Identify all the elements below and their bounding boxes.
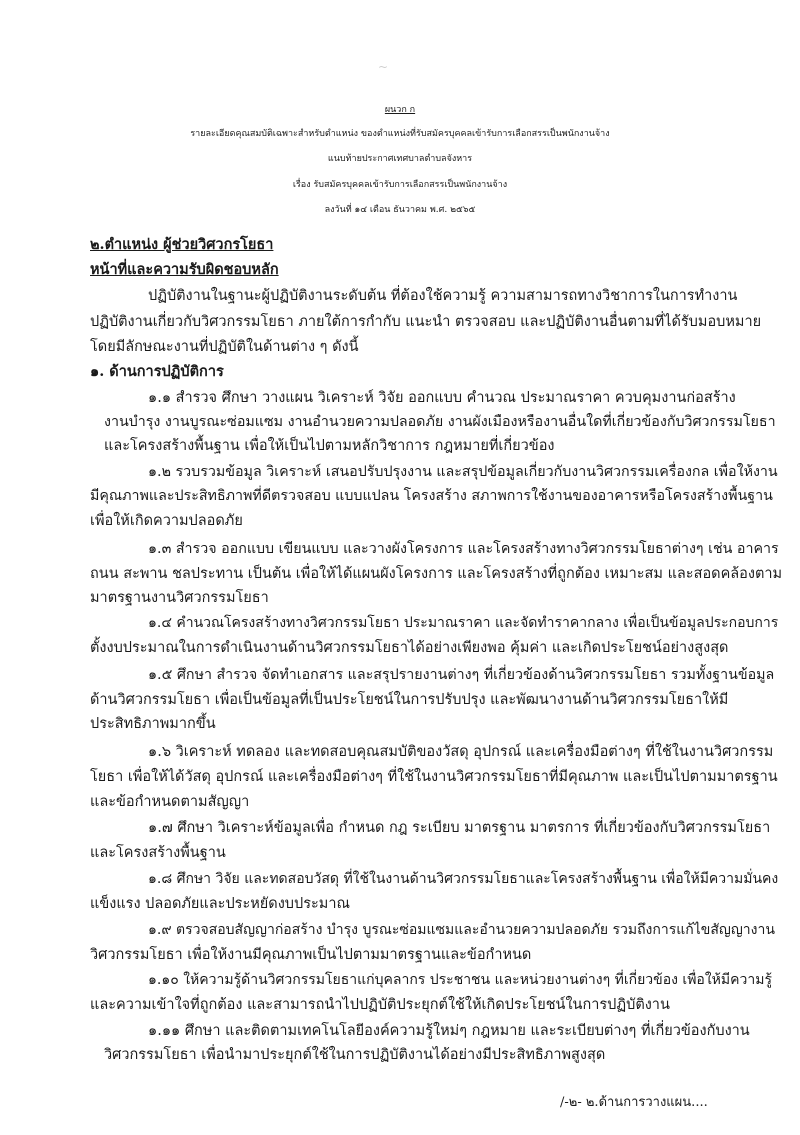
item-1-4-line-2: ตั้งงบประมาณในการดำเนินงานด้านวิศวกรรมโยธาได้อย่างเพียงพอ คุ้มค่า และเกิดประโยชน์อย่างสูงสุด [90, 640, 729, 656]
intro-line-2: ปฏิบัติงานเกี่ยวกับวิศวกรรมโยธา ภายใต้การกำกับ แนะนำ ตรวจสอบ และปฏิบัติงานอื่นตามที่ได้รับมอบหมาย [90, 314, 762, 330]
item-1-1-line-1: ๑.๑ สำรวจ ศึกษา วางแผน วิเคราะห์ วิจัย ออกแบบ คำนวณ ประมาณราคา ควบคุมงานก่อสร้าง [148, 390, 736, 406]
header-date: ลงวันที่ ๑๔ เดือน ธันวาคม พ.ศ. ๒๕๖๕ [324, 205, 476, 215]
item-1-5-line-3: ประสิทธิภาพมากขึ้น [90, 716, 216, 732]
item-1-6-line-3: และข้อกำหนดตามสัญญา [90, 794, 250, 810]
item-1-10-line-2: และความเข้าใจที่ถูกต้อง และสามารถนำไปปฏิบัติประยุกต์ใช้ให้เกิดประโยชน์ในการปฏิบัติงาน [90, 997, 670, 1013]
item-1-11-line-2: วิศวกรรมโยธา เพื่อนำมาประยุกต์ใช้ในการปฏิบัติงานได้อย่างมีประสิทธิภาพสูงสุด [104, 1047, 606, 1063]
item-1-2-line-3: เพื่อให้เกิดความปลอดภัย [90, 513, 243, 529]
item-1-9-line-1: ๑.๙ ตรวจสอบสัญญาก่อสร้าง บำรุง บูรณะซ่อมแซมและอำนวยความปลอดภัย รวมถึงการแก้ไขสัญญางาน [148, 922, 775, 938]
item-1-1-line-2: งานบำรุง งานบูรณะซ่อมแซม งานอำนวยความปลอดภัย งานผังเมืองหรืองานอื่นใดที่เกี่ยวข้องกับวิศวกรรมโยธา [104, 414, 776, 430]
item-1-3-line-2: ถนน สะพาน ชลประทาน เป็นต้น เพื่อให้ได้แผนผังโครงการ และโครงสร้างที่ถูกต้อง เหมาะสม และสอดคล้องตาม [90, 566, 783, 582]
header-line-2: แนบท้ายประกาศเทศบาลตำบลจังหาร [327, 154, 473, 164]
intro-line-1: ปฏิบัติงานในฐานะผู้ปฏิบัติงานระดับต้น ที่ต้องใช้ความรู้ ความสามารถทางวิชาการในการทำงาน [148, 288, 738, 304]
item-1-3-line-1: ๑.๓ สำรวจ ออกแบบ เขียนแบบ และวางผังโครงการ และโครงสร้างทางวิศวกรรมโยธาต่างๆ เช่น อาคาร [148, 541, 779, 557]
page-continuation-footer: /-๒- ๒.ด้านการวางแผน.... [560, 1095, 708, 1110]
item-1-8-line-2: แข็งแรง ปลอดภัยและประหยัดงบประมาณ [90, 896, 350, 912]
item-1-2-line-2: มีคุณภาพและประสิทธิภาพที่ดีตรวจสอบ แบบแปลน โครงสร้าง สภาพการใช้งานของอาคารหรือโครงสร้างพื้นฐาน [90, 488, 773, 504]
item-1-6-line-1: ๑.๖ วิเคราะห์ ทดลอง และทดสอบคุณสมบัติของวัสดุ อุปกรณ์ และเครื่องมือต่างๆ ที่ใช้ในงานวิศวกรรม [148, 744, 774, 760]
item-1-6-line-2: โยธา เพื่อให้ได้วัสดุ อุปกรณ์ และเครื่องมือต่างๆ ที่ใช้ในงานวิศวกรรมโยธาที่มีคุณภาพ และเป็นไปตามมาตรฐาน [90, 769, 778, 785]
item-1-2-line-1: ๑.๒ รวบรวมข้อมูล วิเคราะห์ เสนอปรับปรุงงาน และสรุปข้อมูลเกี่ยวกับงานวิศวกรรมเครื่องกล เพื่อให้งาน [148, 464, 778, 480]
item-1-4-line-1: ๑.๔ คำนวณโครงสร้างทางวิศวกรรมโยธา ประมาณราคา และจัดทำราคากลาง เพื่อเป็นข้อมูลประกอบการ [148, 615, 779, 631]
position-title: ๒.ตำแหน่ง ผู้ช่วยวิศวกรโยธา [90, 236, 274, 253]
section-1-heading: ๑. ด้านการปฏิบัติการ [90, 363, 224, 380]
item-1-7-line-1: ๑.๗ ศึกษา วิเคราะห์ข้อมูลเพื่อ กำหนด กฎ ระเบียบ มาตรฐาน มาตรการ ที่เกี่ยวข้องกับวิศวกรรมโยธา [148, 820, 771, 836]
item-1-5-line-1: ๑.๕ ศึกษา สำรวจ จัดทำเอกสาร และสรุปรายงานต่างๆ ที่เกี่ยวข้องด้านวิศวกรรมโยธา รวมทั้งฐานข้อมูล [148, 667, 775, 683]
item-1-3-line-3: มาตรฐานงานวิศวกรรมโยธา [90, 590, 269, 606]
header-line-1: รายละเอียดคุณสมบัติเฉพาะสำหรับตำแหน่ง ของตำแหน่งที่รับสมัครบุคคลเข้ารับการเลือกสรรเป็นพนักงานจ้าง [190, 129, 610, 139]
item-1-8-line-1: ๑.๘ ศึกษา วิจัย และทดสอบวัสดุ ที่ใช้ในงานด้านวิศวกรรมโยธาและโครงสร้างพื้นฐาน เพื่อให้มีความมั่นคง [148, 871, 779, 887]
item-1-5-line-2: ด้านวิศวกรรมโยธา เพื่อเป็นข้อมูลที่เป็นประโยชน์ในการปรับปรุง และพัฒนางานด้านวิศวกรรมโยธาให้มี [90, 692, 729, 708]
item-1-11-line-1: ๑.๑๑ ศึกษา และติดตามเทคโนโลยีองค์ความรู้ใหม่ๆ กฎหมาย และระเบียบต่างๆ ที่เกี่ยวข้องกับงาน [148, 1023, 750, 1039]
item-1-10-line-1: ๑.๑๐ ให้ความรู้ด้านวิศวกรรมโยธาแก่บุคลากร ประชาชน และหน่วยงานต่างๆ ที่เกี่ยวข้อง เพื่อให้มีความรู้ [148, 972, 772, 988]
intro-line-3: โดยมีลักษณะงานที่ปฏิบัติในด้านต่าง ๆ ดังนี้ [90, 339, 359, 355]
item-1-1-line-3: และโครงสร้างพื้นฐาน เพื่อให้เป็นไปตามหลักวิชาการ กฎหมายที่เกี่ยวข้อง [104, 438, 555, 454]
annex-label: ผนวก ก [384, 105, 416, 115]
faint-stamp-mark: ~ [377, 60, 389, 74]
item-1-9-line-2: วิศวกรรมโยธา เพื่อให้งานมีคุณภาพเป็นไปตามมาตรฐานและข้อกำหนด [90, 947, 532, 963]
duties-heading: หน้าที่และความรับผิดชอบหลัก [90, 261, 279, 278]
header-subject: เรื่อง รับสมัครบุคคลเข้ารับการเลือกสรรเป็นพนักงานจ้าง [292, 180, 508, 190]
item-1-7-line-2: และโครงสร้างพื้นฐาน [90, 845, 226, 861]
